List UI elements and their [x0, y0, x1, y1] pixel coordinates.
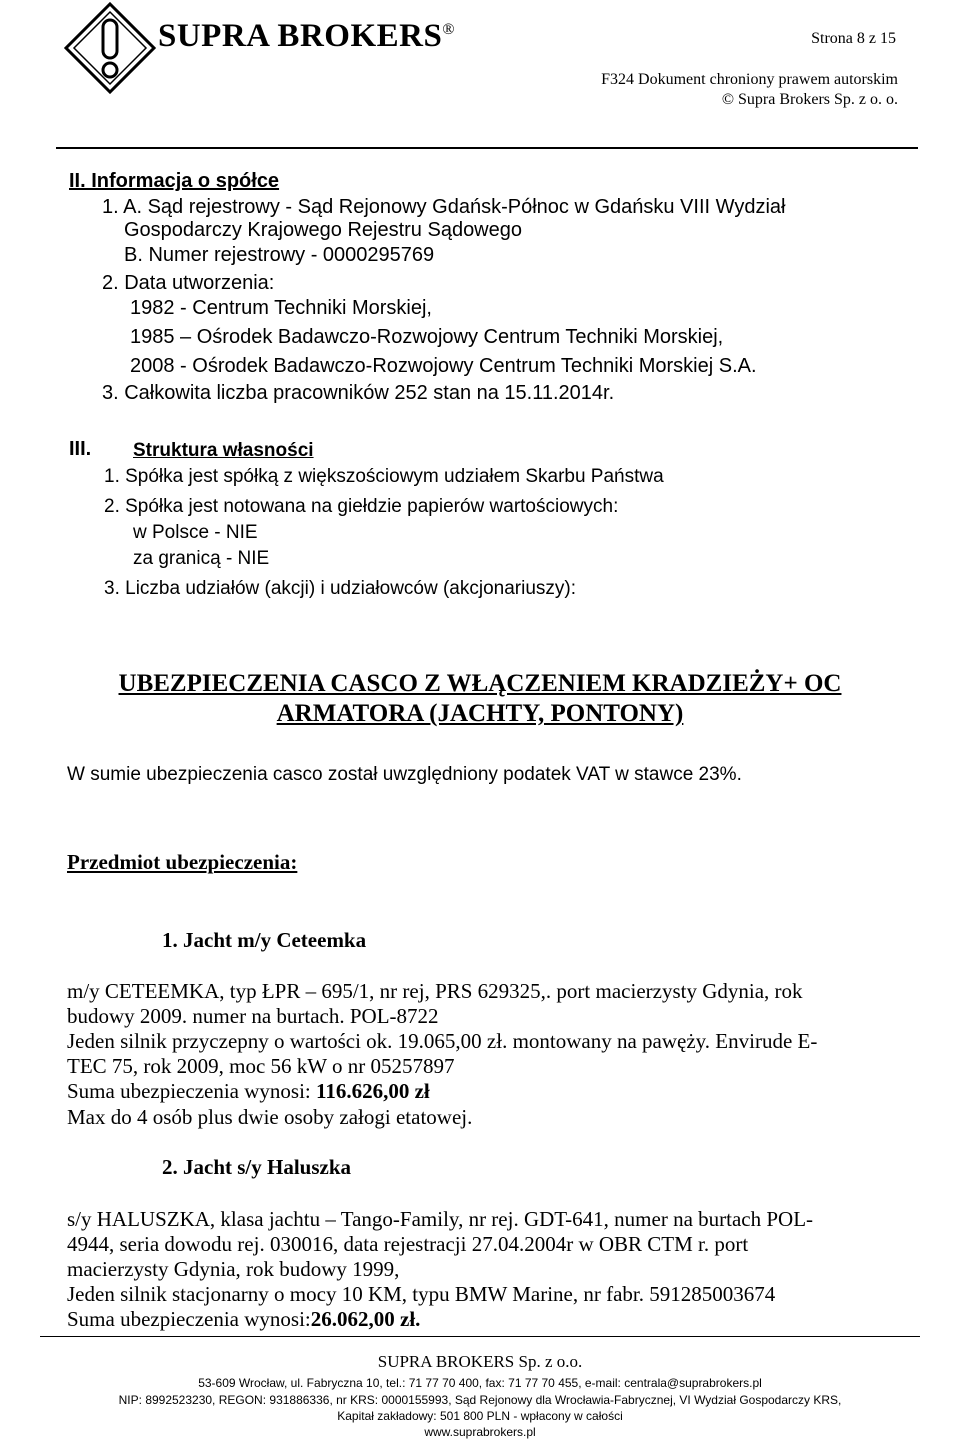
- supra-brokers-logo-icon: [64, 2, 156, 94]
- footer-company: SUPRA BROKERS Sp. z o.o.: [377, 1352, 583, 1371]
- section-2-line: Gospodarczy Krajowego Rejestru Sądowego: [124, 219, 522, 241]
- yacht-1-sum-label: Suma ubezpieczenia wynosi:: [67, 1079, 317, 1103]
- doc-protection-note: F324 Dokument chroniony prawem autorskim: [601, 71, 898, 88]
- header-divider: [56, 147, 918, 149]
- section-3-line: 2. Spółka jest notowana na giełdzie papierów wartościowych:: [104, 496, 619, 517]
- section-2-line: 1982 - Centrum Techniki Morskiej,: [130, 297, 432, 319]
- brand-name: [158, 18, 455, 55]
- yacht-1-capacity: Max do 4 osób plus dwie osoby załogi etatowej.: [67, 1105, 473, 1129]
- yacht-2-line: Jeden silnik stacjonarny o mocy 10 KM, typu BMW Marine, nr fabr. 591285003674: [67, 1282, 776, 1306]
- registered-mark: ®: [442, 21, 455, 38]
- copyright-owner: Supra Brokers Sp. z o. o.: [738, 91, 898, 108]
- insurance-title-line-2: ARMATORA (JACHTY, PONTONY): [276, 700, 684, 727]
- yacht-2-sum-value: 26.062,00 zł.: [310, 1307, 421, 1331]
- yacht-1-heading: 1. Jacht m/y Ceteemka: [162, 928, 367, 952]
- section-2-line: 2. Data utworzenia:: [102, 272, 275, 294]
- page-number: Strona 8 z 15: [811, 30, 896, 47]
- yacht-2-line: macierzysty Gdynia, rok budowy 1999,: [67, 1257, 400, 1281]
- section-3-title: Struktura własności: [133, 440, 314, 461]
- yacht-1-line: m/y CETEEMKA, typ ŁPR – 695/1, nr rej, PRS 629325,. port macierzysty Gdynia, rok: [67, 979, 803, 1003]
- section-3-line: za granicą - NIE: [133, 548, 270, 569]
- copyright-icon: ©: [721, 91, 735, 108]
- footer-website-link[interactable]: www.suprabrokers.pl: [424, 1425, 536, 1439]
- yacht-2-line: 4944, seria dowodu rej. 030016, data rejestracji 27.04.2004r w OBR CTM r. port: [67, 1232, 749, 1256]
- section-2-line: 2008 - Ośrodek Badawczo-Rozwojowy Centrum Techniki Morskiej S.A.: [130, 355, 757, 377]
- yacht-2-heading: 2. Jacht s/y Haluszka: [162, 1155, 352, 1179]
- footer-capital: Kapitał zakładowy: 501 800 PLN - wpłacony w całości: [337, 1409, 623, 1423]
- vat-note: W sumie ubezpieczenia casco został uwzględniony podatek VAT w stawce 23%.: [67, 764, 742, 785]
- brand-text: SUPRA BROKERS: [158, 18, 443, 54]
- yacht-1-line: budowy 2009. numer na burtach. POL-8722: [67, 1004, 439, 1028]
- footer-registry: NIP: 8992523230, REGON: 931886336, nr KRS: 0000155993, Sąd Rejonowy dla Wrocławia-Fabrycznej, VI Wydział Gospodarczy KRS,: [118, 1393, 842, 1407]
- section-2-line: 1. A. Sąd rejestrowy - Sąd Rejonowy Gdańsk-Północ w Gdańsku VIII Wydział: [102, 196, 786, 218]
- yacht-2-sum-label: Suma ubezpieczenia wynosi:: [67, 1307, 311, 1331]
- section-3-line: w Polsce - NIE: [133, 522, 258, 543]
- section-3-line: 1. Spółka jest spółką z większościowym udziałem Skarbu Państwa: [104, 466, 664, 487]
- yacht-2-sum: [67, 1307, 420, 1332]
- yacht-2-line: s/y HALUSZKA, klasa jachtu – Tango-Family, nr rej. GDT-641, numer na burtach POL-: [67, 1207, 814, 1231]
- section-2-line: 1985 – Ośrodek Badawczo-Rozwojowy Centrum Techniki Morskiej,: [130, 326, 724, 348]
- yacht-1-line: TEC 75, rok 2009, moc 56 kW o nr 05257897: [67, 1054, 455, 1078]
- copyright-line: [722, 91, 898, 109]
- section-3-line: 3. Liczba udziałów (akcji) i udziałowców (akcjonariuszy):: [104, 578, 577, 599]
- yacht-1-sum-value: 116.626,00 zł: [316, 1079, 430, 1103]
- section-2-line: 3. Całkowita liczba pracowników 252 stan na 15.11.2014r.: [102, 382, 615, 404]
- insurance-title-line-1: UBEZPIECZENIA CASCO Z WŁĄCZENIEM KRADZIEŻY+ OC: [118, 670, 842, 697]
- yacht-1-sum: [67, 1079, 430, 1104]
- footer-address: 53-609 Wrocław, ul. Fabryczna 10, tel.: 71 77 70 400, fax: 71 77 70 455, e-mail: centrala@suprabrokers.pl: [198, 1376, 762, 1390]
- subject-heading: Przedmiot ubezpieczenia:: [67, 850, 298, 874]
- section-2-line: B. Numer rejestrowy - 0000295769: [124, 244, 435, 266]
- section-2-heading: II. Informacja o spółce: [69, 170, 280, 192]
- section-3-number: III.: [69, 438, 92, 460]
- yacht-1-line: Jeden silnik przyczepny o wartości ok. 19.065,00 zł. montowany na pawęży. Envirude E-: [67, 1029, 818, 1053]
- footer-divider: [40, 1336, 920, 1337]
